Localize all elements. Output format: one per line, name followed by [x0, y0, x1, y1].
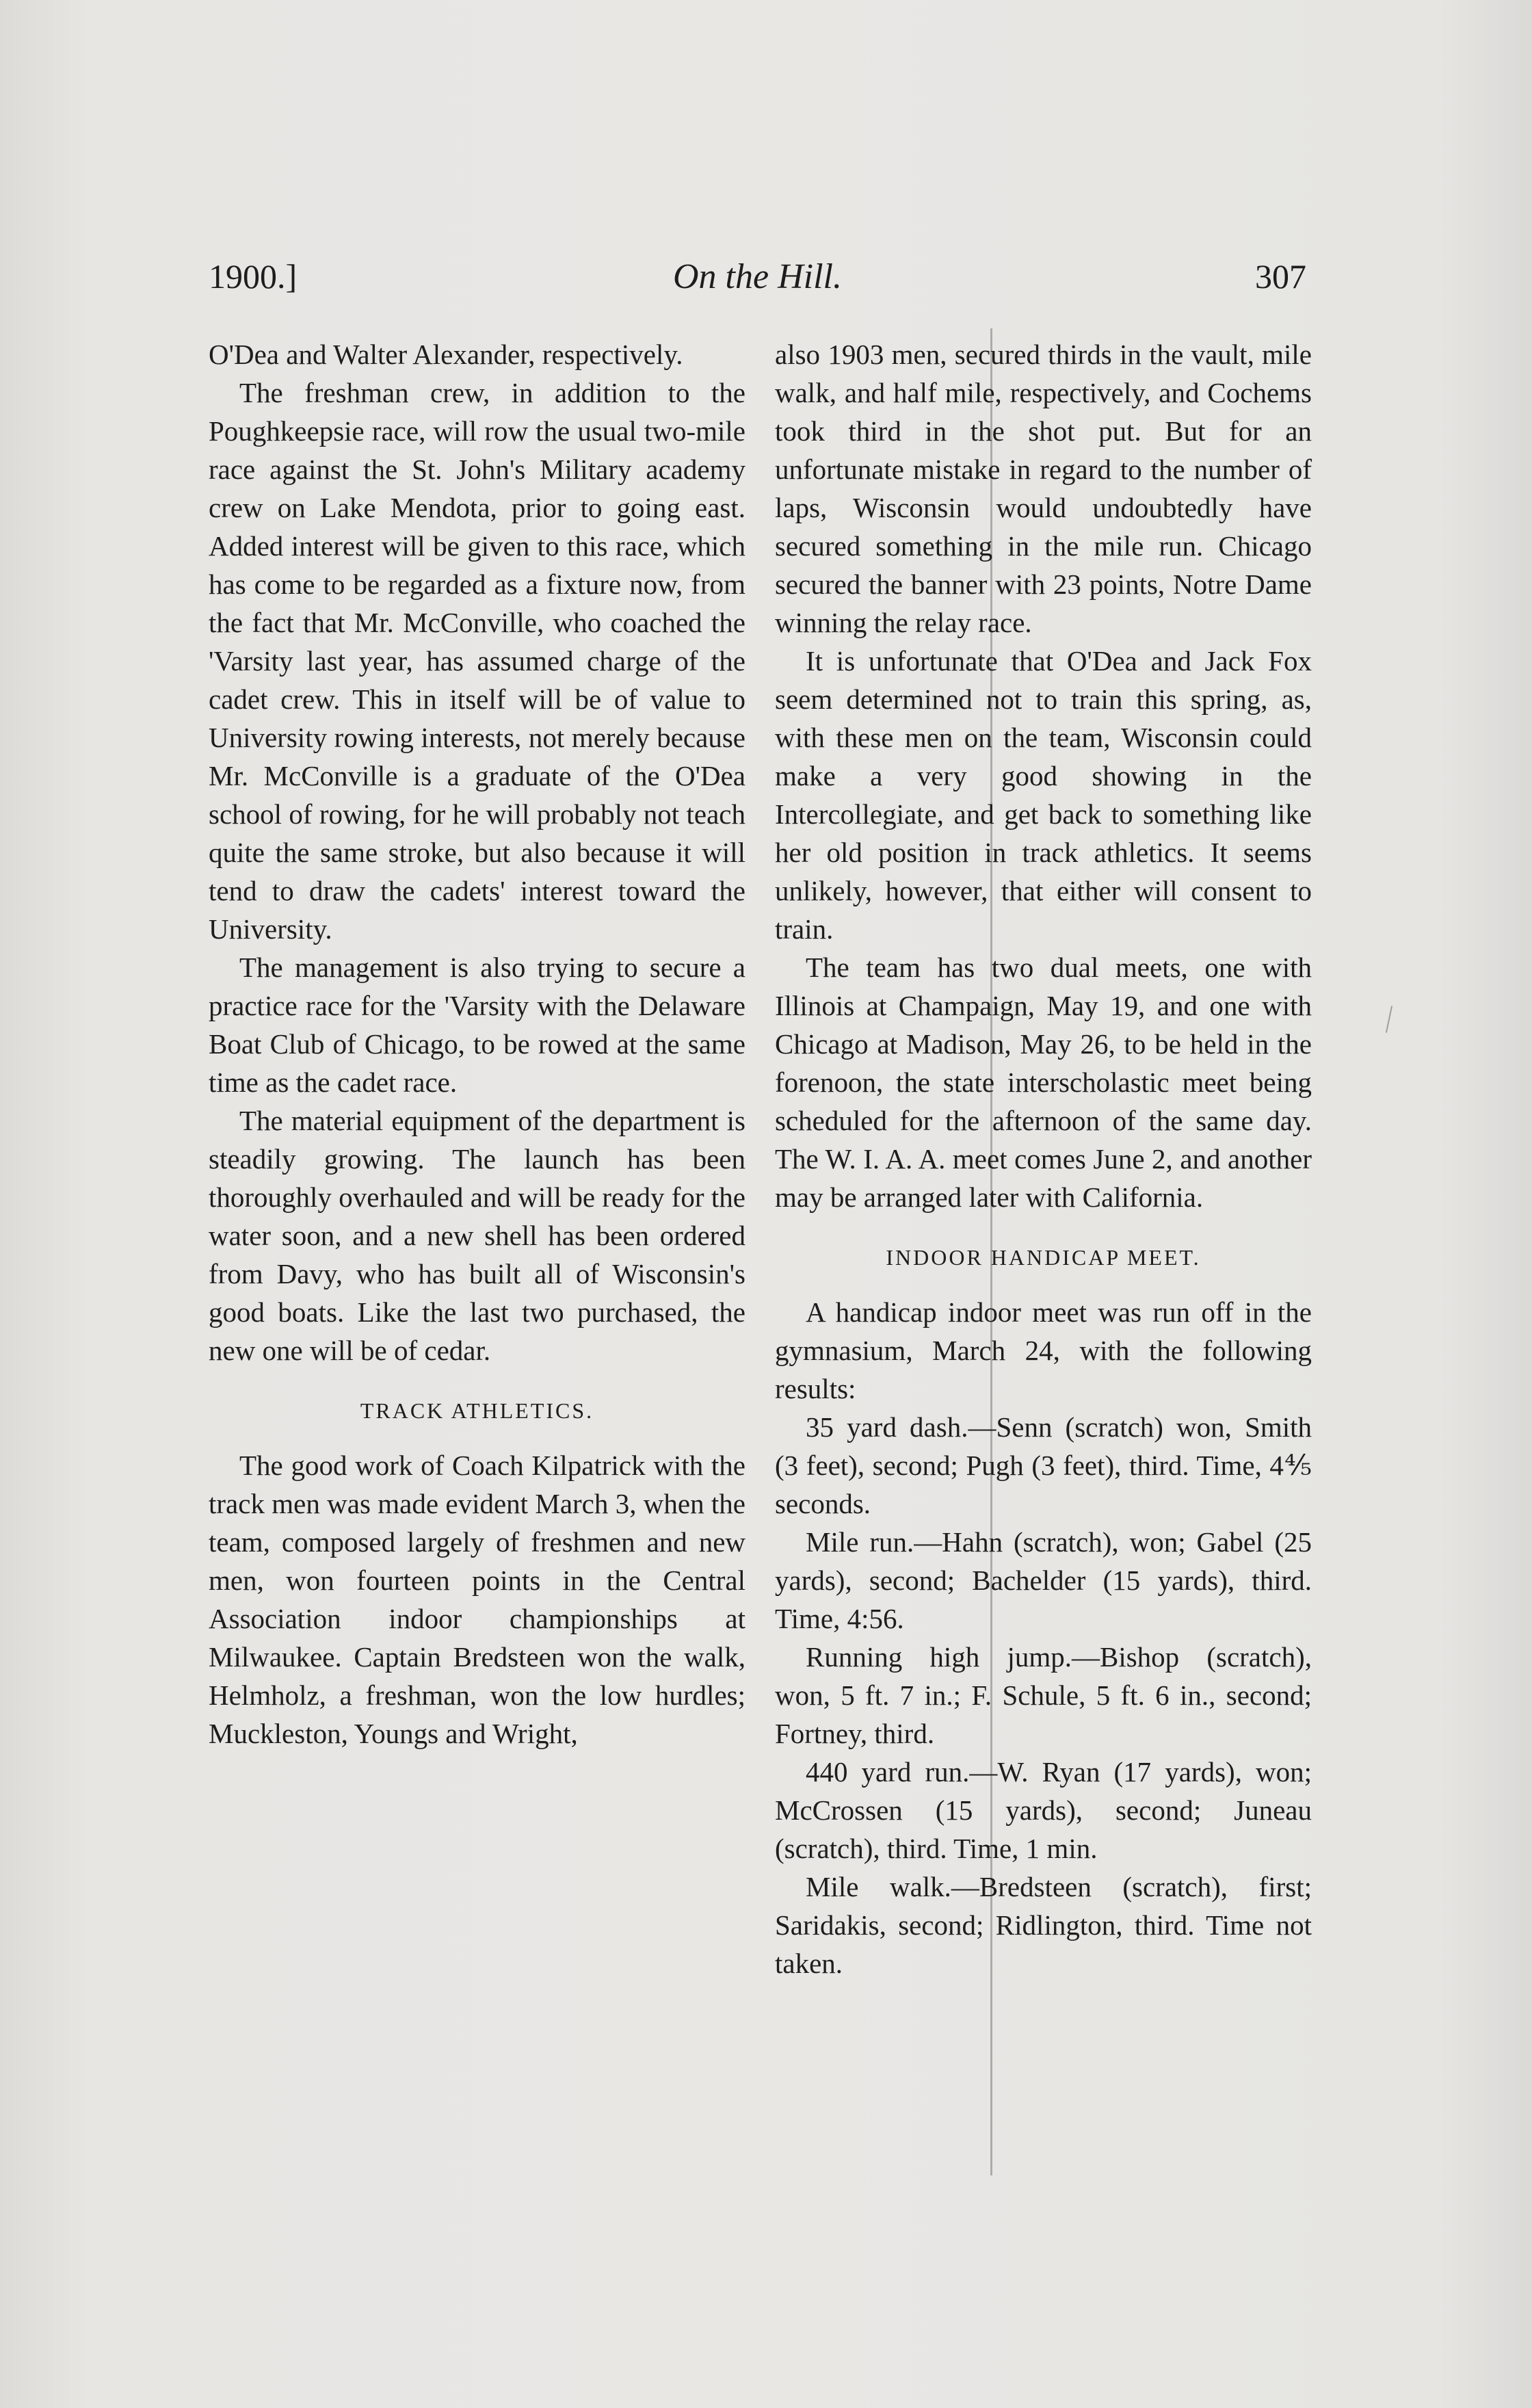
- right-column: [775, 335, 1312, 1982]
- paragraph: also 1903 men, secured thirds in the vault, mile walk, and half mile, respectively, and Cochems took third in the shot put. But for an unfortunate mistake in regard to the number of laps, Wisconsin would undoubtedly have secured something in the mile run. Chicago secured the banner with 23 points, Notre Dame winning the relay race.: [775, 339, 1312, 638]
- section-heading: TRACK ATHLETICS.: [360, 1398, 594, 1423]
- page-number: 307: [1255, 257, 1306, 296]
- paragraph: It is unfortunate that O'Dea and Jack Fox seem determined not to train this spring, as, with these men on the team, Wisconsin could make a very good showing in the Intercollegiate, and get back to something like her old position in track athletics. It seems unlikely, however, that either will consent to train.: [775, 645, 1312, 945]
- result-entry: Mile run.—Hahn (scratch), won; Gabel (25 yards), second; Bachelder (15 yards), third. Time, 4:56.: [775, 1526, 1312, 1634]
- result-entry: 440 yard run.—W. Ryan (17 yards), won; McCrossen (15 yards), second; Juneau (scratch), third. Time, 1 min.: [775, 1756, 1312, 1864]
- header-year: 1900.]: [209, 257, 298, 296]
- running-header: [209, 257, 1306, 311]
- section-heading: INDOOR HANDICAP MEET.: [886, 1245, 1201, 1270]
- left-column: [209, 335, 745, 1753]
- paragraph: The material equipment of the department is steadily growing. The launch has been thoroughly overhauled and will be ready for the water soon, and a new shell has been ordered from Davy, who has built all of Wisconsin's good boats. Like the last two purchased, the new one will be of cedar.: [209, 1105, 745, 1366]
- result-entry: 35 yard dash.—Senn (scratch) won, Smith (3 feet), second; Pugh (3 feet), third. Time, 4⅘ seconds.: [775, 1411, 1312, 1519]
- paragraph: The good work of Coach Kilpatrick with the track men was made evident March 3, when the team, composed largely of freshmen and new men, won fourteen points in the Central Association indoor championships at Milwaukee. Captain Bredsteen won the walk, Helmholz, a freshman, won the low hurdles; Muckleston, Youngs and Wright,: [209, 1450, 745, 1749]
- paragraph: The team has two dual meets, one with Illinois at Champaign, May 19, and one with Chicago at Madison, May 26, to be held in the forenoon, the state interscholastic meet being scheduled for the afternoon of the same day. The W. I. A. A. meet comes June 2, and another may be arranged later with California.: [775, 952, 1312, 1213]
- paragraph: The management is also trying to secure a practice race for the 'Varsity with the Delaware Boat Club of Chicago, to be rowed at the same time as the cadet race.: [209, 952, 745, 1098]
- paragraph: A handicap indoor meet was run off in the gymnasium, March 24, with the following results:: [775, 1296, 1312, 1404]
- paragraph: O'Dea and Walter Alexander, respectively.: [209, 339, 683, 370]
- result-entry: Running high jump.—Bishop (scratch), won, 5 ft. 7 in.; F. Schule, 5 ft. 6 in., second; Fortney, third.: [775, 1641, 1312, 1749]
- result-entry: Mile walk.—Bredsteen (scratch), first; Saridakis, second; Ridlington, third. Time not taken.: [775, 1871, 1312, 1979]
- margin-mark: [1386, 1006, 1392, 1033]
- header-title: On the Hill.: [673, 257, 842, 296]
- paragraph: The freshman crew, in addition to the Poughkeepsie race, will row the usual two-mile race against the St. John's Military academy crew on Lake Mendota, prior to going east. Added interest will be given to this race, which has come to be regarded as a fixture now, from the fact that Mr. McConville, who coached the 'Varsity last year, has assumed charge of the cadet crew. This in itself will be of value to University rowing interests, not merely because Mr. McConville is a graduate of the O'Dea school of rowing, for he will probably not teach quite the same stroke, but also because it will tend to draw the cadets' interest toward the University.: [209, 377, 745, 945]
